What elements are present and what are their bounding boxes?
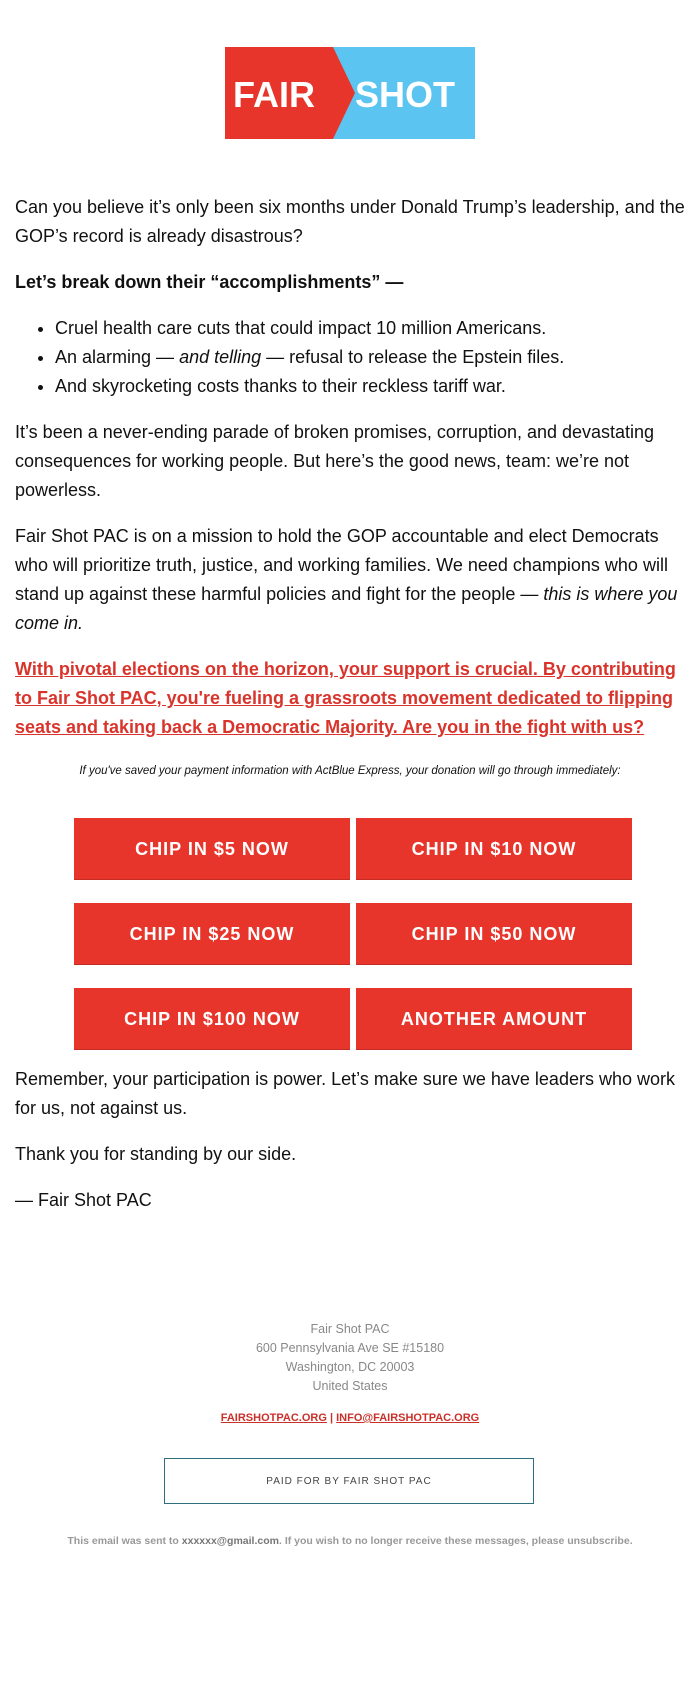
list-item-text: An alarming —	[55, 347, 180, 367]
footer-links	[0, 1412, 700, 1424]
email-body	[15, 193, 685, 759]
another-amount-button[interactable]: ANOTHER AMOUNT	[356, 988, 632, 1050]
website-link[interactable]: FAIRSHOTPAC.ORG	[220, 1412, 327, 1424]
footer-country: United States	[312, 1379, 388, 1393]
list-item: • And skyrocketing costs thanks to their reckless tariff war.	[55, 372, 685, 401]
paragraph-mission	[15, 522, 685, 638]
footer-address-line1: 600 Pennsylvania Ave SE #15180	[255, 1341, 445, 1355]
lead-heading: Let’s break down their “accomplishments” —	[15, 272, 404, 292]
link-separator: |	[326, 1412, 337, 1424]
closing-section	[15, 1065, 685, 1232]
unsubscribe-text-pre: This email was sent to	[67, 1535, 182, 1547]
list-item	[55, 343, 685, 372]
fair-shot-logo[interactable]	[225, 47, 475, 139]
intro-paragraph: Can you believe it’s only been six months under Donald Trump’s leadership, and the GOP’s record is already disastrous?	[15, 197, 685, 246]
chip-in-5-button[interactable]: CHIP IN $5 NOW	[74, 818, 350, 880]
logo-word-fair: FAIR	[233, 74, 316, 115]
email-link[interactable]: INFO@FAIRSHOTPAC.ORG	[336, 1412, 480, 1424]
chip-in-100-button[interactable]: CHIP IN $100 NOW	[74, 988, 350, 1050]
paragraph-powerless: It’s been a never-ending parade of broken promises, corruption, and devastating consequences for working people. But here’s the good news, team: we’re not powerless.	[15, 422, 655, 500]
accomplishments-list	[15, 314, 685, 401]
unsubscribe-link-text[interactable]: . If you wish to no longer receive these messages, please unsubscribe.	[278, 1535, 633, 1547]
actblue-note: If you've saved your payment information with ActBlue Express, your donation will go through immediately:	[79, 765, 621, 777]
chip-in-25-button[interactable]: CHIP IN $25 NOW	[74, 903, 350, 965]
signature: — Fair Shot PAC	[15, 1190, 152, 1210]
thank-you-line: Thank you for standing by our side.	[15, 1144, 297, 1164]
unsubscribe-notice	[0, 1535, 700, 1547]
list-item: • Cruel health care cuts that could impact 10 million Americans.	[55, 314, 685, 343]
list-item-text: — refusal to release the Epstein files.	[261, 347, 565, 367]
footer-org: Fair Shot PAC	[310, 1322, 390, 1336]
chip-in-50-button[interactable]: CHIP IN $50 NOW	[356, 903, 632, 965]
paragraph-mission-text: Fair Shot PAC is on a mission to hold the GOP accountable and elect Democrats who will prioritize truth, justice, and working families. We need champions who will stand up against these harmful policies and fight for the people —	[15, 526, 668, 604]
footer-address	[0, 1320, 700, 1396]
paid-for-disclaimer: PAID FOR BY FAIR SHOT PAC	[164, 1458, 534, 1504]
cta-link[interactable]: With pivotal elections on the horizon, your support is crucial. By contributing to Fair Shot PAC, you're fueling a grassroots movement dedicated to flipping seats and taking back a Democratic Majority. Are you in the fight with us?	[15, 659, 676, 737]
logo-word-shot: SHOT	[355, 74, 456, 115]
closing-paragraph: Remember, your participation is power. Let’s make sure we have leaders who work for us, not against us.	[15, 1069, 675, 1118]
paragraph-mission-emphasis: this is where you come in.	[15, 584, 678, 633]
list-item-emphasis: and telling	[179, 347, 262, 367]
chip-in-10-button[interactable]: CHIP IN $10 NOW	[356, 818, 632, 880]
recipient-email: xxxxxx@gmail.com	[181, 1535, 279, 1547]
footer-address-line2: Washington, DC 20003	[285, 1360, 415, 1374]
